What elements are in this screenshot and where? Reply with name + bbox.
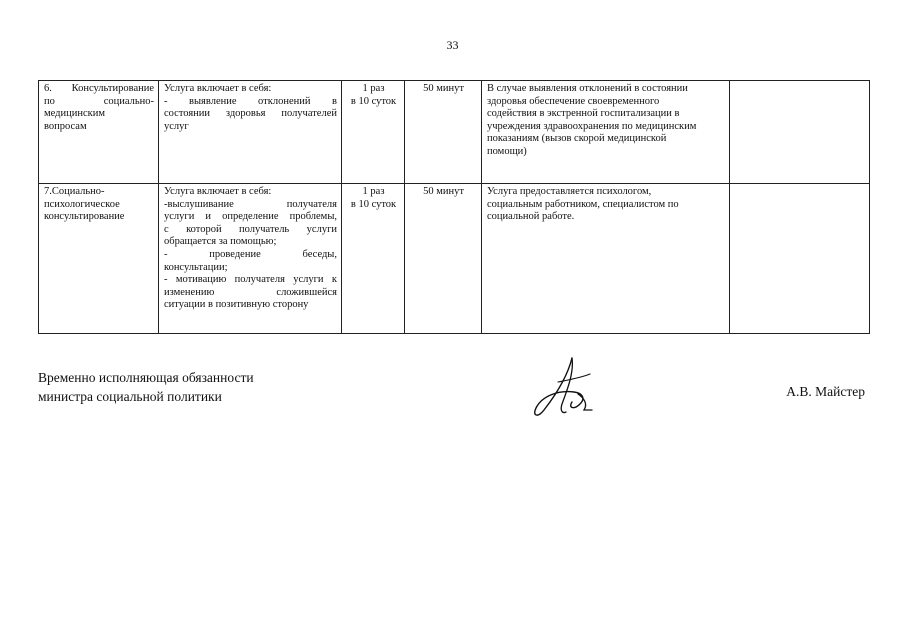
service-content-line: - проведение беседы, (164, 248, 337, 260)
page-number: 33 (446, 38, 459, 52)
service-content-line: состоянии здоровья получателей (164, 108, 337, 120)
frequency-line: в 10 суток (350, 95, 397, 107)
duration-cell: 50 минут (405, 81, 482, 184)
conditions-line: социальной работе. (487, 211, 575, 223)
duration-cell: 50 минут (405, 184, 482, 334)
service-content-cell (159, 81, 342, 184)
conditions-line: здоровья обеспечение своевременного (487, 95, 660, 107)
service-name-line: 7.Социально- (44, 186, 105, 197)
extra-cell (730, 81, 870, 184)
signatory-name: А.В. Майстер (786, 384, 865, 399)
conditions-line: помощи) (487, 145, 527, 157)
service-content-line: Услуга включает в себя: (164, 186, 272, 197)
service-name-line: медицинским (44, 108, 106, 120)
service-name-cell (39, 81, 159, 184)
service-content-line: услуги и определение проблемы, (164, 211, 337, 223)
service-name-line: по социально- (44, 95, 154, 107)
signatory-title-line: министра социальной политики (38, 389, 222, 404)
conditions-line: содействия в экстренной госпитализации в (487, 108, 680, 120)
service-content-line: - мотивацию получателя услуги к (164, 274, 337, 286)
service-content-line: -выслушивание получателя (164, 198, 337, 210)
conditions-line: учреждения здравоохранения по медицинским (487, 120, 697, 132)
conditions-line: социальным работником, специалистом по (487, 198, 679, 210)
service-content-cell (159, 184, 342, 334)
extra-cell (730, 184, 870, 334)
signatory-title (38, 368, 254, 406)
frequency-cell (342, 184, 405, 334)
conditions-line: В случае выявления отклонений в состоянии (487, 83, 688, 94)
service-name-line: 6. Консультирование (44, 83, 154, 94)
frequency-line: 1 раз (362, 186, 385, 197)
frequency-cell (342, 81, 405, 184)
services-table (38, 80, 870, 334)
service-content-line: ситуации в позитивную сторону (164, 299, 309, 311)
service-content-line: услуг (164, 120, 189, 132)
conditions-cell (482, 184, 730, 334)
service-name-cell (39, 184, 159, 334)
service-name-line: консультирование (44, 211, 125, 223)
signatory-title-line: Временно исполняющая обязанности (38, 370, 254, 385)
service-name-line: вопросам (44, 120, 87, 132)
conditions-line: показаниям (вызов скорой медицинской (487, 133, 667, 145)
service-name-line: психологическое (44, 198, 120, 210)
service-content-line: обращается за помощью; (164, 236, 277, 248)
table-row (39, 184, 870, 334)
conditions-cell (482, 81, 730, 184)
table-row (39, 81, 870, 184)
service-content-line: консультации; (164, 261, 228, 273)
service-content-line: Услуга включает в себя: (164, 83, 272, 94)
frequency-line: 1 раз (362, 83, 385, 94)
frequency-line: в 10 суток (350, 198, 397, 210)
conditions-line: Услуга предоставляется психологом, (487, 186, 652, 197)
service-content-line: изменению сложившейся (164, 286, 337, 298)
service-content-line: с которой получатель услуги (164, 223, 337, 235)
handwritten-signature (528, 352, 608, 424)
service-content-line: - выявление отклонений в (164, 95, 337, 107)
